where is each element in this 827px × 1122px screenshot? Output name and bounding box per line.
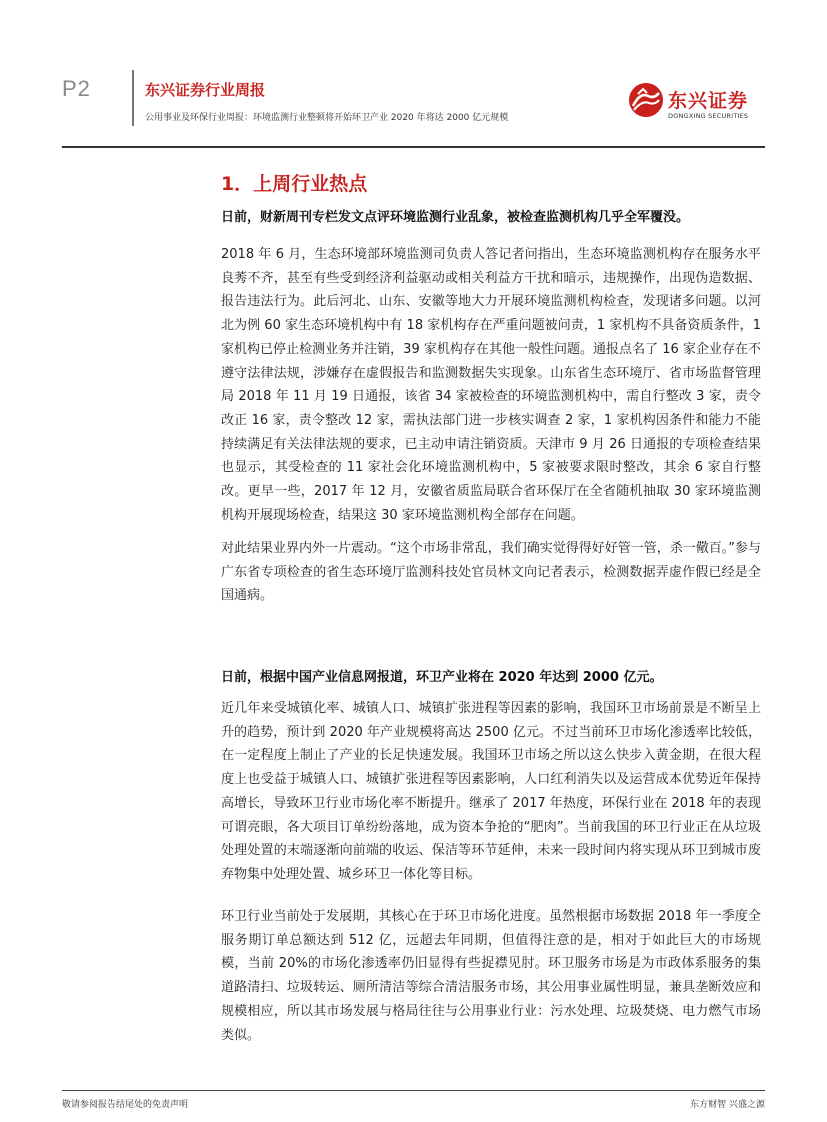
logo-text-en: DONGXING SECURITIES xyxy=(668,112,749,120)
section-title: 1．上周行业热点 xyxy=(221,173,368,195)
footer-slogan: 东方财智 兴盛之源 xyxy=(690,1100,765,1110)
news-paragraph: 环卫行业当前处于发展期，其核心在于环卫市场化进度。虽然根据市场数据 2018 年一季度全服务期订单总额达到 512 亿，远超去年同期，但值得注意的是，相对于如此巨大的市场规模，当前 20%的市场化渗透率仍旧显得有些捉襟见肘。环卫服务市场是为市政体系服务的集道路清扫、垃圾转运、厕所清洁等综合清洁服务市场，其公用事业属性明显，兼具垄断效应和规模相应，所以其市场发展与格局往往与公用事业行业：污水处理、垃圾焚烧、电力燃气市场类似。 xyxy=(221,909,761,1043)
news-paragraph: 对此结果业界内外一片震动。“这个市场非常乱，我们确实觉得得好好管一管，杀一儆百。”参与广东省专项检查的省生态环境厅监测科技处官员林文向记者表示，检测数据弄虚作假已经是全国通病。 xyxy=(221,541,761,604)
report-subtitle: 公用事业及环保行业周报：环境监测行业整顿将开始环卫产业 2020 年将达 2000 亿元规模 xyxy=(145,113,509,123)
logo-text-cn: 东兴证券 xyxy=(668,90,749,112)
news-paragraph: 近几年来受城镇化率、城镇人口、城镇扩张进程等因素的影响，我国环卫市场前景是不断呈上升的趋势，预计到 2020 年产业规模将高达 2500 亿元。不过当前环卫市场化渗透率比较低，在一定程度上制止了产业的长足快速发展。我国环卫市场之所以这么快步入黄金期，在很大程度上也受益于城镇人口、城镇扩张进程等因素影响，人口红利消失以及运营成本优势近年保持高增长，导致环卫行业市场化率不断提升。继承了 2017 年热度，环保行业在 2018 年的表现可谓亮眼，各大项目订单纷纷落地，成为资本争抢的“肥肉”。当前我国的环卫行业正在从垃圾处理处置的末端逐渐向前端的收运、保洁等环节延伸，未来一段时间内将实现从环卫到城市废弃物集中处理处置、城乡环卫一体化等目标。 xyxy=(221,701,761,882)
news-paragraph: 2018 年 6 月，生态环境部环境监测司负责人答记者问指出，生态环境监测机构存在服务水平良莠不齐，甚至有些受到经济利益驱动或相关利益方干扰和暗示，违规操作，出现伪造数据、报告违法行为。此后河北、山东、安徽等地大力开展环境监测机构检查，发现诸多问题。以河北为例 60 家生态环境机构中有 18 家机构存在严重问题被问责，1 家机构不具备资质条件，1 家机构已停止检测业务并注销，39 家机构存在其他一般性问题。通报点名了 16 家企业存在不遵守法律法规，涉嫌存在虚假报告和监测数据失实现象。山东省生态环境厅、省市场监督管理局 2018 年 11 月 19 日通报，该省 34 家被检查的环境监测机构中，需自行整改 3 家，责令改正 16 家，责令整改 12 家，需执法部门进一步核实调查 2 家，1 家机构因条件和能力不能持续满足有关法律法规的要求，已主动申请注销资质。天津市 9 月 26 日通报的专项检查结果也显示，其受检查的 11 家社会化环境监测机构中，5 家被要求限时整改，其余 6 家自行整改。更早一些，2017 年 12 月，安徽省质监局联合省环保厅在全省随机抽取 30 家环境监测机构开展现场检查，结果这 30 家环境监测机构全部存在问题。 xyxy=(221,247,761,523)
news-item-1-body xyxy=(221,243,761,527)
news-item-1 xyxy=(221,208,761,228)
news-lead: 日前，财新周刊专栏发文点评环境监测行业乱象，被检查监测机构几乎全军覆没。 xyxy=(221,210,690,225)
footer-rule xyxy=(62,1090,765,1091)
company-logo xyxy=(628,82,768,126)
page-number: P2 xyxy=(62,76,91,101)
news-item-2-body xyxy=(221,697,761,887)
series-title: 东兴证券行业周报 xyxy=(145,81,266,99)
header-rule xyxy=(62,146,765,148)
news-item-1-body-2 xyxy=(221,537,761,608)
news-lead: 日前，根据中国产业信息网报道，环卫产业将在 2020 年达到 2000 亿元。 xyxy=(221,670,663,685)
header-separator xyxy=(132,70,134,126)
footer-disclaimer: 敬请参阅报告结尾处的免责声明 xyxy=(62,1100,189,1110)
logo-emblem-icon xyxy=(628,82,664,118)
news-item-2-body-2 xyxy=(221,905,761,1047)
news-item-2 xyxy=(221,668,761,688)
